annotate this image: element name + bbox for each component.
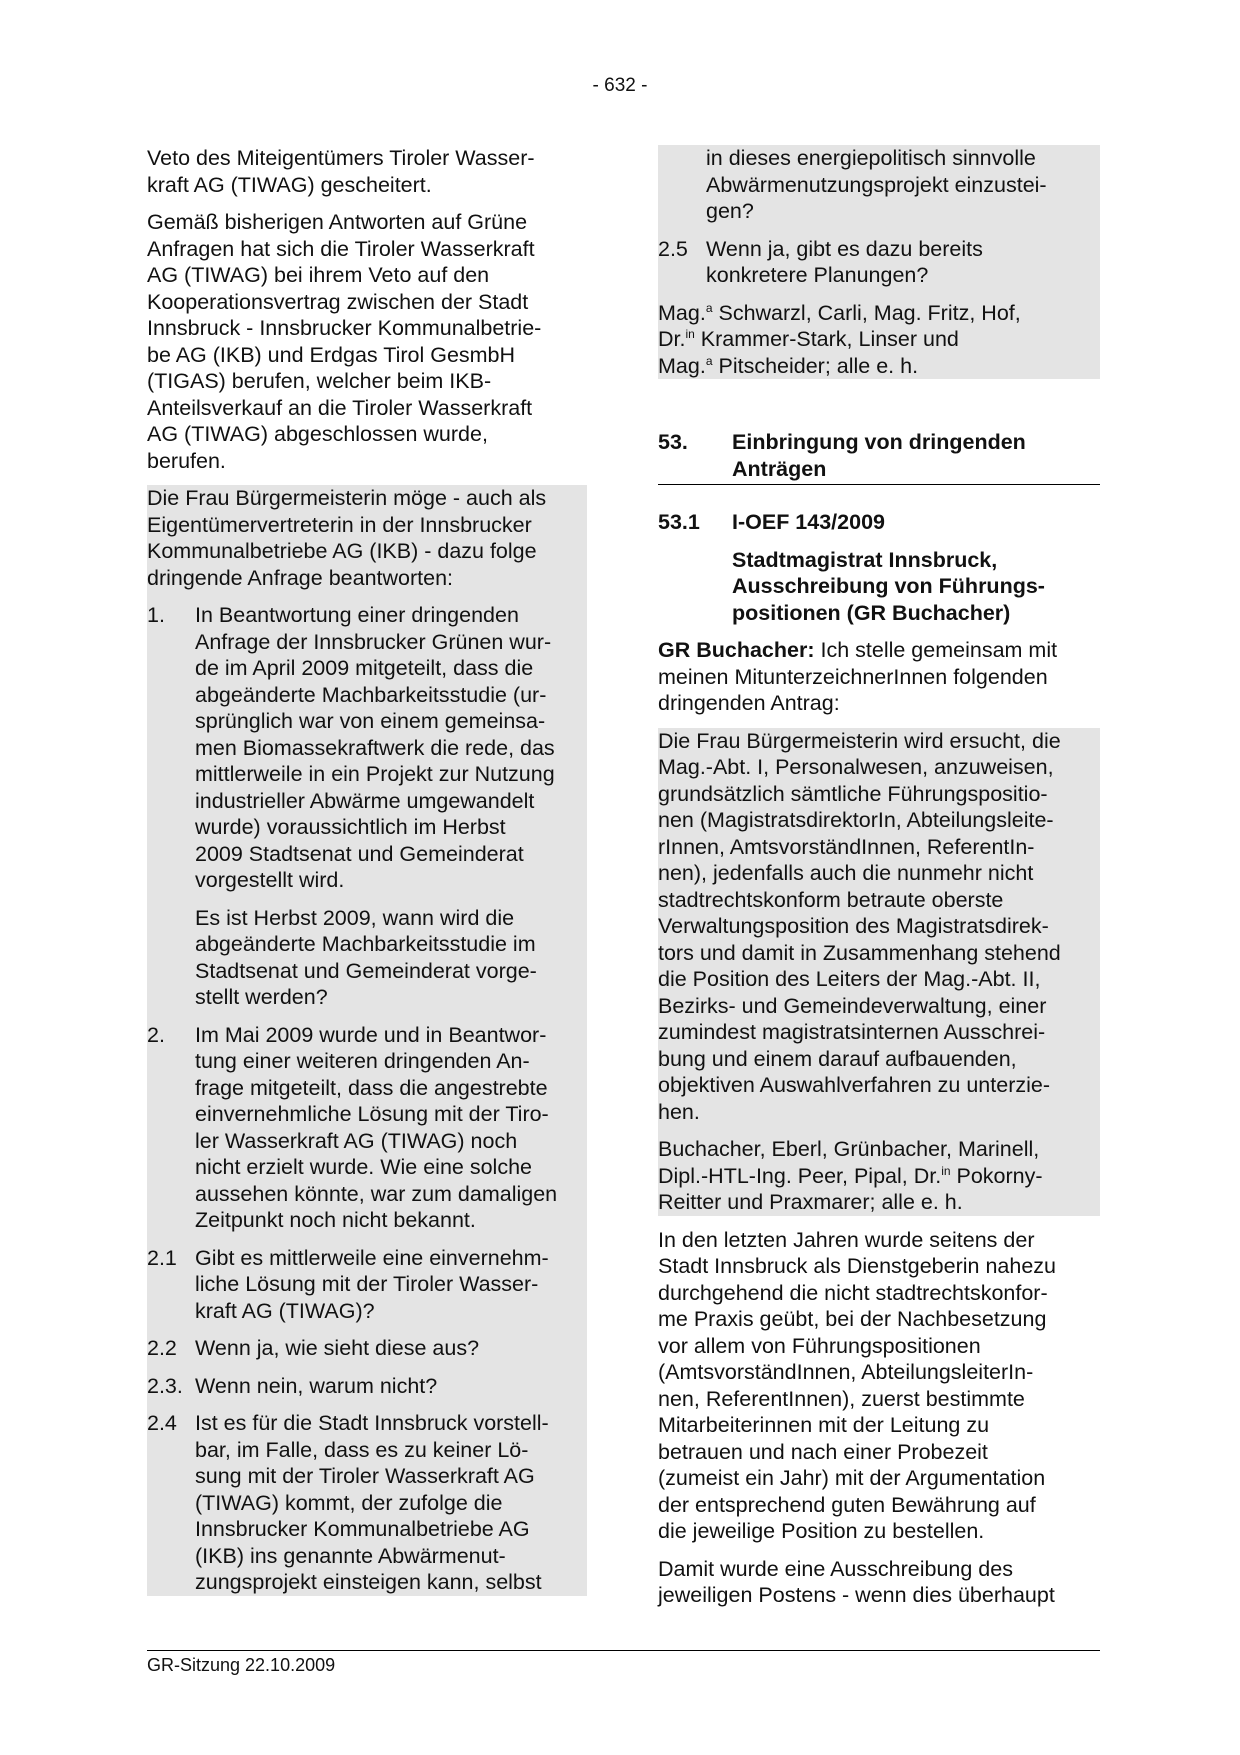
item-text: Gibt es mittlerweile eine einvernehm- liche Lösung mit der Tiroler Wasser- kraft AG (TIWAG)? — [195, 1245, 549, 1323]
item-number: 2.1 — [147, 1245, 177, 1270]
list-item — [147, 1245, 587, 1325]
signer-text: Mag. — [658, 300, 706, 325]
right-column — [658, 145, 1100, 1609]
superscript: in — [941, 1163, 951, 1178]
list-item — [658, 236, 1100, 289]
item-number: 2.2 — [147, 1336, 177, 1360]
item-text: Wenn ja, gibt es dazu bereits konkretere Planungen? — [706, 236, 983, 287]
item-text: Im Mai 2009 wurde und in Beantwor- tung einer weiteren dringenden An- frage mitgeteilt, dass die angestrebte einvernehmliche Lösung mit der Tiro- ler Wasserkraft AG (TIWAG) noch nicht erzielt wurde. Wie eine solche aussehen könnte, war zum damaligen Zeitpunkt noch nicht bekannt. — [195, 1022, 558, 1232]
motion-block — [658, 728, 1100, 1216]
signatories — [658, 1136, 1100, 1216]
reasoning-paragraph: Damit wurde eine Ausschreibung des jeweiligen Postens - wenn dies überhaupt — [658, 1556, 1055, 1607]
list-item — [147, 1335, 587, 1362]
speaker-name: GR Buchacher: — [658, 638, 815, 662]
item-text: Wenn nein, warum nicht? — [195, 1373, 438, 1398]
superscript: a — [705, 300, 713, 315]
subsection-heading — [658, 509, 1100, 536]
signer-text: Pokorny- — [950, 1163, 1043, 1188]
signer-text: Reitter und Praxmarer; alle e. h. — [658, 1190, 963, 1214]
list-item — [147, 602, 587, 894]
item-text: Ist es für die Stadt Innsbruck vorstell- bar, im Falle, dass es zu keiner Lö- sung mit der Tiroler Wasserkraft AG (TIWAG) kommt, der zufolge die Innsbrucker Kommunalbetriebe AG (IKB) ins genannte Abwärmenut- zungsprojekt einsteigen kann, selbst — [195, 1411, 549, 1594]
item-text: Wenn ja, wie sieht diese aus? — [195, 1336, 480, 1360]
item-continuation: in dieses energiepolitisch sinnvolle Abwärmenutzungsprojekt einzustei- gen? — [706, 146, 1047, 223]
page-number: - 632 - — [592, 75, 648, 96]
item-number: 1. — [147, 603, 165, 627]
signer-text: Schwarzl, Carli, Mag. Fritz, Hof, — [712, 300, 1021, 325]
signatories — [658, 300, 1100, 380]
signer-text: Buchacher, Eberl, Grünbacher, Marinell, — [658, 1137, 1040, 1161]
item-text: In Beantwortung einer dringenden Anfrage der Innsbrucker Grünen wur- de im April 2009 mitgeteilt, dass die abgeänderte Machbarkeitsstudie (ur- sprünglich war von einem gemeinsa- men Biomassekraftwerk die rede, das mittlerweile in ein Projekt zur Nutzung industrieller Abwärme umgewandelt wurde) voraussichtlich im Herbst 2009 Stadtsenat und Gemeinderat vorgestellt wird. — [195, 603, 555, 892]
motion-text: Die Frau Bürgermeisterin wird ersucht, die Mag.-Abt. I, Personalwesen, anzuweisen, grundsätzlich sämtliche Führungspositio- nen (MagistratsdirektorIn, Abteilungsleite- rInnen, AmtsvorständInnen, ReferentIn- nen), jedenfalls auch die nunmehr nicht stadtrechtskonform betraute oberste Verwaltungsposition des Magistratsdirek- tors und damit in Zusammenhang stehend die Position des Leiters der Mag.-Abt. II, Bezirks- und Gemeindeverwaltung, einer zumindest magistratsinternen Ausschrei- bung und einem darauf aufbauenden, objektiven Auswahlverfahren zu unterzie- hen. — [658, 728, 1061, 1124]
signer-text: Mag. — [658, 353, 706, 378]
section-title: Einbringung von dringenden Anträgen — [732, 430, 1026, 481]
item-number: 2.5 — [658, 236, 688, 261]
superscript: in — [685, 326, 695, 341]
signer-text: Dr. — [658, 327, 686, 351]
list-item — [147, 1022, 587, 1234]
signer-text: Dipl.-HTL-Ing. Peer, Pipal, Dr. — [658, 1163, 942, 1188]
subsection-number: 53.1 — [658, 510, 700, 534]
subsection-title: Stadtmagistrat Innsbruck, Ausschreibung von Führungs- positionen (GR Buchacher) — [732, 547, 1045, 625]
speaker-text: Ich stelle gemeinsam mit meinen MitunterzeichnerInnen folgenden dringenden Antrag: — [658, 638, 1058, 715]
item-number: 2.3. — [147, 1373, 183, 1398]
inquiry-intro: Die Frau Bürgermeisterin möge - auch als Eigentümervertreterin in der Innsbrucker Kommunalbetriebe AG (IKB) - dazu folge dringende Anfrage beantworten: — [147, 486, 547, 590]
paragraph-answers: Gemäß bisherigen Antworten auf Grüne Anfragen hat sich die Tiroler Wasserkraft AG (TIWAG) bei ihrem Veto auf den Kooperationsvertrag zwischen der Stadt Innsbruck - Innsbrucker Kommunalbetrie- be AG (IKB) und Erdgas Tirol GesmbH (TIGAS) berufen, welcher beim IKB- Anteilsverkauf an die Tiroler Wasserkraft AG (TIWAG) abgeschlossen wurde, berufen. — [147, 210, 542, 473]
list-item — [147, 1373, 587, 1400]
inquiry-continuation-block — [658, 145, 1100, 379]
footer-divider — [147, 1650, 1100, 1651]
inquiry-block — [147, 485, 587, 1596]
reasoning-paragraph: In den letzten Jahren wurde seitens der Stadt Innsbruck als Dienstgeberin nahezu durchgehend die nicht stadtrechtskonfor- me Praxis geübt, bei der Nachbesetzung vor allem von Führungspositionen (AmtsvorständInnen, AbteilungsleiterIn- nen, ReferentInnen), zuerst bestimmte Mitarbeiterinnen mit der Leitung zu betrauen und nach einer Probezeit (zumeist ein Jahr) mit der Argumentation der entsprechend guten Bewährung auf die jeweilige Position zu bestellen. — [658, 1227, 1056, 1543]
item-number: 2.4 — [147, 1411, 177, 1435]
superscript: a — [705, 353, 713, 368]
signer-text: Krammer-Stark, Linser und — [694, 327, 959, 351]
left-column — [147, 145, 587, 1596]
list-item — [147, 1410, 587, 1596]
section-number: 53. — [658, 430, 688, 454]
footer-text: GR-Sitzung 22.10.2009 — [147, 1655, 336, 1675]
signer-text: Pitscheider; alle e. h. — [712, 353, 919, 378]
paragraph-veto: Veto des Miteigentümers Tiroler Wasser- kraft AG (TIWAG) gescheitert. — [147, 146, 535, 197]
speaker-paragraph — [658, 637, 1100, 717]
section-heading — [658, 429, 1100, 485]
subsection-code: I-OEF 143/2009 — [732, 510, 885, 534]
list-item-continuation: Es ist Herbst 2009, wann wird die abgeänderte Machbarkeitsstudie im Stadtsenat und Gemeinderat vorge- stellt werden? — [195, 905, 537, 1009]
item-number: 2. — [147, 1022, 165, 1047]
